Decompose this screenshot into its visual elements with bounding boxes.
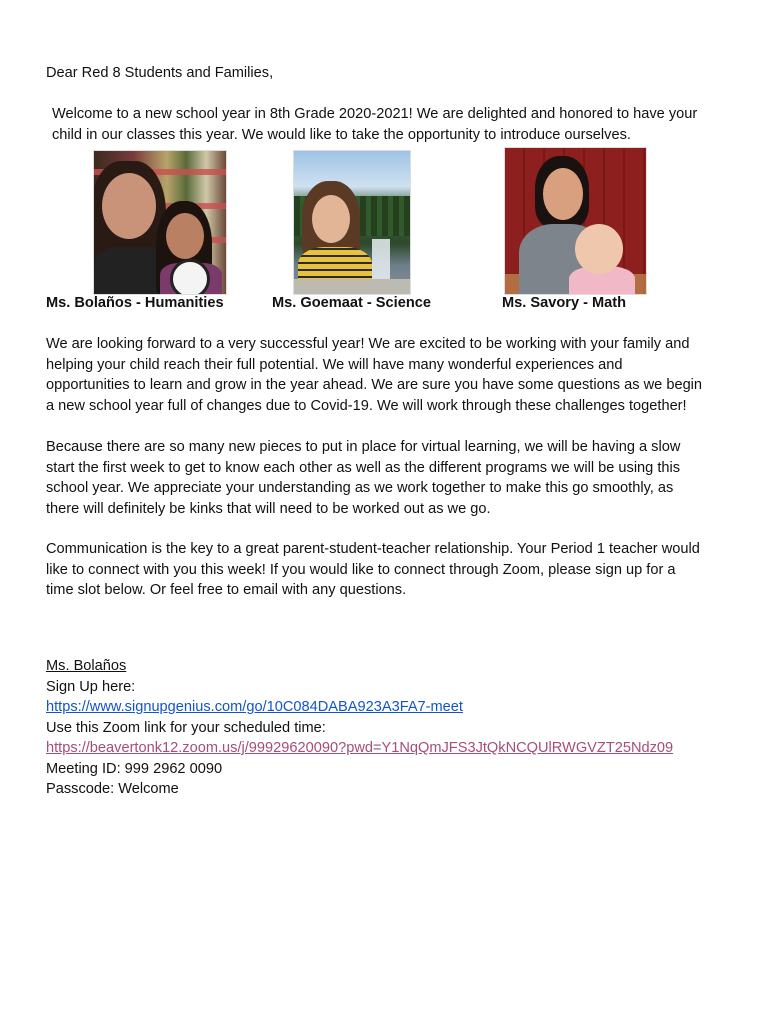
- signup-link[interactable]: https://www.signupgenius.com/go/10C084DABA923A3FA7-meet: [46, 699, 463, 715]
- meeting-id: Meeting ID: 999 2962 0090: [46, 760, 223, 777]
- paragraph-line: time slot below. Or feel free to email with any questions.: [46, 582, 407, 598]
- caption-savory: Ms. Savory - Math: [502, 295, 627, 311]
- teacher-photo-savory: [504, 147, 647, 295]
- teacher-photo-bolanos: [93, 150, 227, 295]
- paragraph-line: like to connect with you this week! If you would like to connect through Zoom, please sign up for a: [46, 561, 676, 578]
- paragraph-line: Communication is the key to a great parent-student-teacher relationship. Your Period 1 teacher would: [46, 541, 700, 557]
- contact-block: [46, 656, 673, 800]
- greeting: Dear Red 8 Students and Families,: [46, 65, 274, 81]
- paragraph-line: We are looking forward to a very successful year! We are excited to be working with your family and: [46, 336, 690, 352]
- paragraph-line: start the first week to get to know each other as well as the different programs we will be using this: [46, 459, 681, 476]
- zoom-label: Use this Zoom link for your scheduled time:: [46, 719, 326, 736]
- signup-line: [46, 677, 673, 718]
- paragraph-line: a new school year full of changes due to Covid-19. We will work through these challenges together!: [46, 397, 687, 414]
- contact-name: Ms. Bolaños: [46, 658, 127, 674]
- paragraph-line: there will definitely be kinks that will need to be worked out as we go.: [46, 500, 491, 517]
- teacher-photo-goemaat: [293, 150, 411, 295]
- paragraph-line: Because there are so many new pieces to put in place for virtual learning, we will be having a slow: [46, 439, 681, 455]
- paragraph-communication: [46, 539, 700, 601]
- paragraph-line: helping your child reach their full potential. We will have many wonderful experiences and: [46, 356, 623, 373]
- caption-bolanos: Ms. Bolaños - Humanities: [46, 295, 224, 311]
- paragraph-outlook: [46, 334, 702, 416]
- signup-label: Sign Up here:: [46, 678, 136, 695]
- passcode: Passcode: Welcome: [46, 781, 179, 797]
- zoom-link[interactable]: https://beavertonk12.zoom.us/j/99929620090?pwd=Y1NqQmJFS3JtQkNCQUlRWGVZT25Ndz09: [46, 740, 674, 756]
- caption-goemaat: Ms. Goemaat - Science: [272, 295, 431, 311]
- intro-paragraph: [52, 104, 697, 145]
- intro-line: Welcome to a new school year in 8th Grade 2020-2021! We are delighted and honored to have your: [52, 106, 698, 122]
- paragraph-line: opportunities to learn and grow in the year ahead. We are sure you have some questions as we begin: [46, 377, 703, 393]
- paragraph-line: school year. We appreciate your understanding as we work together to make this go smoothly, as: [46, 480, 674, 496]
- paragraph-virtual-learning: [46, 437, 680, 519]
- intro-line: child in our classes this year. We would like to take the opportunity to introduce ourselves.: [52, 126, 631, 143]
